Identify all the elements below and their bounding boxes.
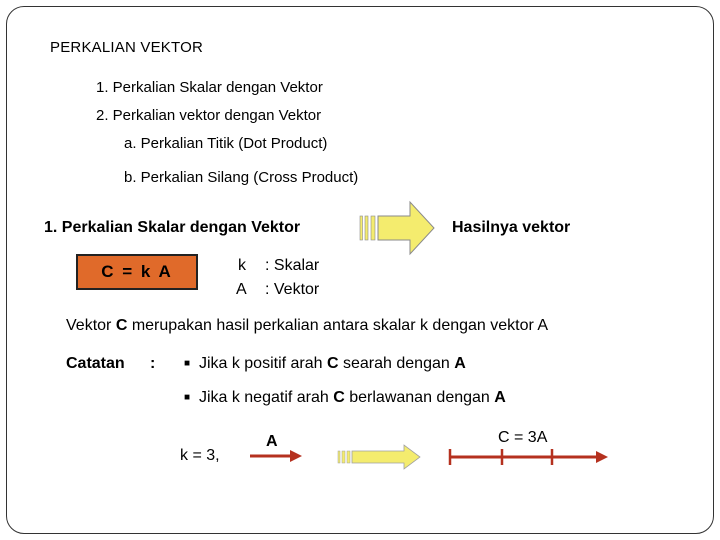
- transform-arrow-icon: [338, 445, 420, 469]
- example-a-label: A: [266, 433, 278, 450]
- explanation-text: Vektor C merupakan hasil perkalian antara skalar k dengan vektor A: [66, 317, 549, 334]
- square-bullet-icon: ■: [184, 358, 191, 369]
- outline-item-2: 2. Perkalian vektor dengan Vektor: [96, 107, 322, 124]
- page-title: PERKALIAN VEKTOR: [50, 39, 203, 56]
- vector-a-arrow-icon: [250, 450, 302, 462]
- note-bullet-1: ■ Jika k positif arah C searah dengan A: [184, 355, 466, 372]
- square-bullet-icon: ■: [184, 392, 191, 403]
- result-label: Hasilnya vektor: [452, 219, 571, 236]
- outline-sub-a: a. Perkalian Titik (Dot Product): [124, 135, 328, 152]
- note-label: Catatan: [66, 355, 125, 372]
- note-colon: :: [150, 355, 156, 372]
- def-a-text: : Vektor: [265, 281, 320, 298]
- vector-c-arrow-icon: [450, 449, 608, 465]
- section-heading: 1. Perkalian Skalar dengan Vektor: [44, 219, 301, 236]
- result-arrow-icon: [360, 202, 434, 254]
- outline-sub-b: b. Perkalian Silang (Cross Product): [124, 169, 359, 186]
- example-k-label: k = 3,: [180, 447, 220, 464]
- def-k-symbol: k: [238, 257, 246, 274]
- def-a-symbol: A: [236, 281, 247, 298]
- formula-box: [76, 254, 198, 290]
- example-c-label: C = 3A: [498, 429, 548, 446]
- note-bullet-2: ■ Jika k negatif arah C berlawanan dengan A: [184, 389, 506, 406]
- formula-text: C = k A: [101, 262, 173, 281]
- outline-item-1: 1. Perkalian Skalar dengan Vektor: [96, 79, 323, 96]
- def-k-text: : Skalar: [265, 257, 320, 274]
